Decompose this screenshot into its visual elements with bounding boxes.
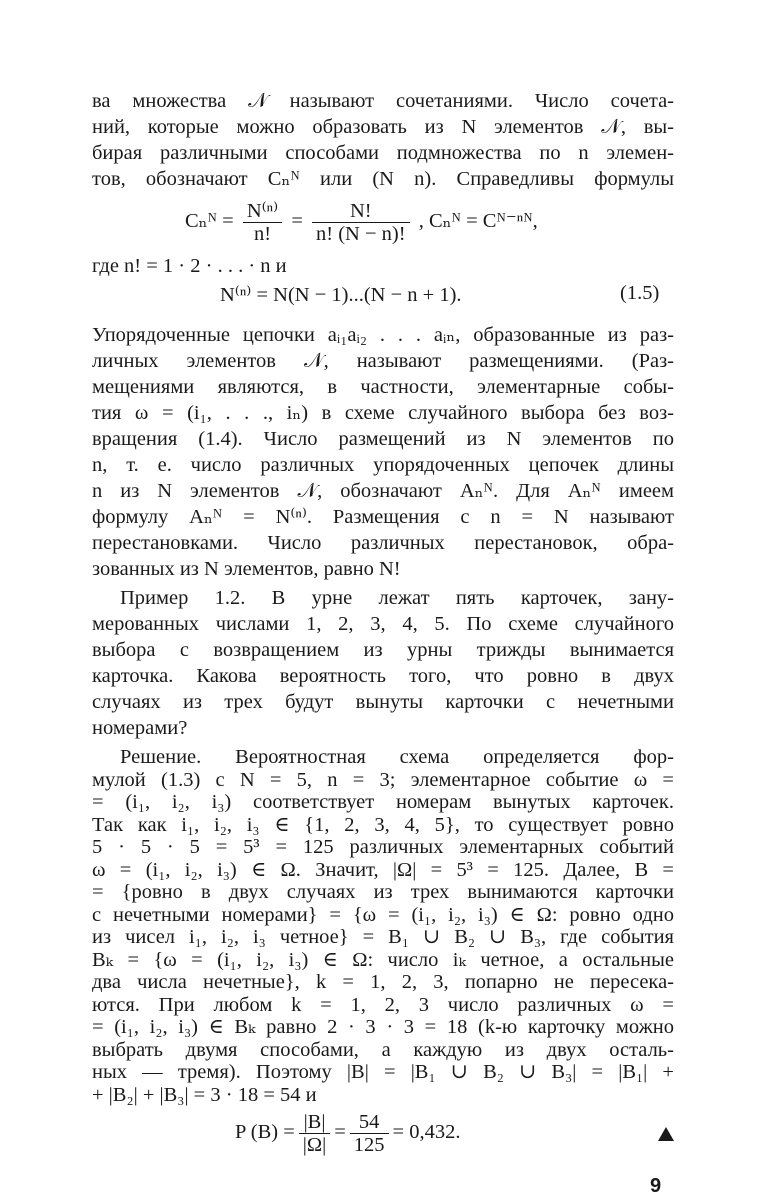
example-line: выбора с возвращением из урны трижды вынимается (92, 639, 674, 661)
solution-line: два числа нечетные}, k = 1, 2, 3, попарно не пересека- (92, 971, 674, 993)
solution-line: = {ровно в двух случаях из трех вынимаются карточки (92, 881, 674, 903)
fraction (312, 200, 410, 245)
formula-lhs: Cₙᴺ = (185, 210, 234, 233)
solution-line: + |B₂| + |B₃| = 3 · 18 = 54 и (92, 1083, 317, 1106)
text-line: n, т. е. число различных упорядоченных цепочек длины (92, 454, 674, 476)
text-line: формулу Aₙᴺ = N⁽ⁿ⁾. Размещения с n = N называют (92, 506, 674, 528)
example-line: номерами? (92, 717, 188, 739)
text-line: вращения (1.4). Число размещений из N элементов по (92, 428, 674, 450)
solution-line: Bₖ = {ω = (i₁, i₂, i₃) ∈ Ω: число iₖ четное, а остальные (92, 948, 674, 971)
fraction-denominator: n! (N − n)! (316, 223, 406, 245)
text-line: где n! = 1 · 2 · . . . · n и (92, 255, 287, 277)
fraction (243, 200, 282, 245)
fraction-numerator: |B| (299, 1111, 330, 1134)
formula-combinations (185, 200, 538, 245)
solution-line: из чисел i₁, i₂, i₃ четное} = B₁ ∪ B₂ ∪ B₃, где события (92, 926, 674, 948)
formula-falling-factorial: N⁽ⁿ⁾ = N(N − 1)...(N − n + 1). (220, 284, 462, 306)
example-line: карточка. Какова вероятность того, что ровно в двух (92, 665, 674, 687)
solution-line: ных — тремя). Поэтому |B| = |B₁ ∪ B₂ ∪ B₃| = |B₁| + (92, 1061, 674, 1083)
fraction-numerator: N! (312, 200, 410, 223)
formula-rhs: , Cₙᴺ = Cᴺ⁻ⁿᴺ, (418, 210, 538, 233)
example-line: мерованных числами 1, 2, 3, 4, 5. По схеме случайного (92, 613, 674, 635)
text-line: ний, которые можно образовать из N элементов 𝒩, вы- (92, 116, 674, 138)
solution-line: ются. При любом k = 1, 2, 3 число различных ω = (92, 993, 674, 1016)
end-of-solution-triangle-icon (658, 1127, 674, 1141)
text-line: бирая различными способами подмножества по n элемен- (92, 142, 674, 164)
fraction-numerator: 54 (350, 1111, 389, 1134)
formula-equals: = (334, 1120, 346, 1143)
example-line: Пример 1.2. В урне лежат пять карточек, зану- (120, 587, 674, 609)
page-number: 9 (650, 1174, 662, 1197)
formula-probability (235, 1111, 460, 1156)
text-line: Упорядоченные цепочки aᵢ₁aᵢ₂ . . . aᵢₙ, образованные из раз- (92, 324, 674, 346)
text-line: личных элементов 𝒩, называют размещениями. (Раз- (92, 350, 674, 372)
fraction-denominator: n! (253, 223, 272, 245)
example-line: случаях из трех будут вынуты карточки с нечетными (92, 691, 674, 713)
fraction (299, 1111, 330, 1156)
fraction-denominator: 125 (353, 1133, 385, 1156)
text-line: зованных из N элементов, равно N! (92, 558, 401, 580)
fraction-numerator: N⁽ⁿ⁾ (243, 200, 282, 223)
formula-equals: = (291, 210, 303, 233)
solution-line: с нечетными номерами} = {ω = (i₁, i₂, i₃) ∈ Ω: ровно одно (92, 903, 674, 926)
solution-line: = (i₁, i₂, i₃) соответствует номерам вынутых карточек. (92, 791, 674, 813)
text-line: перестановками. Число различных перестановок, обра- (92, 532, 674, 554)
text-line: мещениями являются, в частности, элементарные собы- (92, 376, 674, 398)
fraction-denominator: |Ω| (302, 1133, 327, 1156)
text-line: ва множества 𝒩 называют сочетаниями. Число сочета- (92, 90, 674, 112)
solution-line: ω = (i₁, i₂, i₃) ∈ Ω. Значит, |Ω| = 5³ = 125. Далее, B = (92, 858, 674, 881)
formula-rhs: = 0,432. (392, 1120, 461, 1143)
text-line: n из N элементов 𝒩, обозначают Aₙᴺ. Для Aₙᴺ имеем (92, 480, 674, 502)
solution-line: выбрать двумя способами, а каждую из двух осталь- (92, 1038, 674, 1061)
text-line: тия ω = (i₁, . . ., iₙ) в схеме случайного выбора без воз- (92, 402, 674, 424)
formula-lhs: P (B) = (235, 1120, 295, 1143)
solution-line: мулой (1.3) с N = 5, n = 3; элементарное событие ω = (92, 768, 674, 791)
solution-line: 5 · 5 · 5 = 5³ = 125 различных элементарных событий (92, 836, 674, 858)
solution-line: Решение. Вероятностная схема определяется фор- (120, 746, 674, 768)
solution-line: Так как i₁, i₂, i₃ ∈ {1, 2, 3, 4, 5}, то существует ровно (92, 813, 674, 836)
solution-line: = (i₁, i₂, i₃) ∈ Bₖ равно 2 · 3 · 3 = 18 (k-ю карточку можно (92, 1016, 674, 1038)
fraction (350, 1111, 389, 1156)
text-line: тов, обозначают Cₙᴺ или (N n). Справедливы формулы (92, 168, 674, 190)
equation-number: (1.5) (620, 282, 660, 304)
